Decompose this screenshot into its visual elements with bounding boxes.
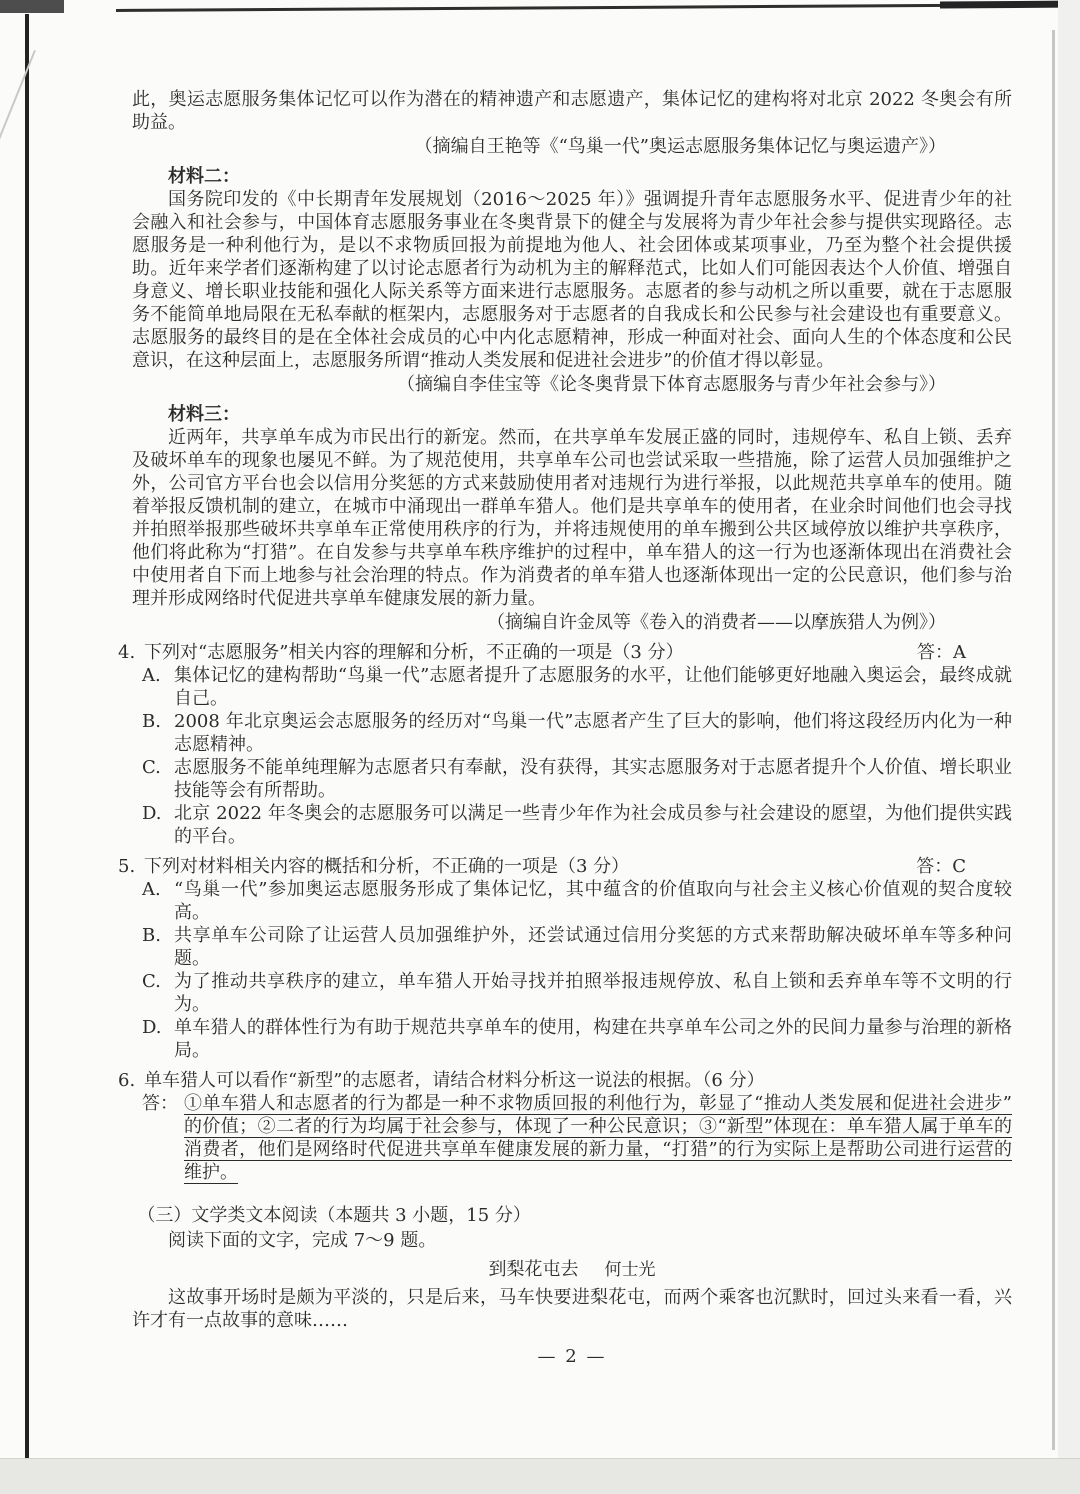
material-three-paragraph: 近两年，共享单车成为市民出行的新宠。然而，在共享单车发展正盛的同时，违规停车、私自上锁、丢弃及破坏单车的现象也屡见不鲜。为了规范使用，共享单车公司也尝试采取一些措施，除了运营人员加强维护之外，公司官方平台也会以信用分奖惩的方式来鼓励使用者对违规行为进行举报，以此规范共享单车的使用。随着举报反馈机制的建立，在城市中涌现出一群单车猎人。他们是共享单车的使用者，在业余时间他们也会寻找并拍照举报那些破坏共享单车正常使用秩序的行为，并将违规使用的单车搬到公共区域停放以维护共享秩序，他们将此称为“打猎”。在自发参与共享单车秩序维护的过程中，单车猎人的这一行为也逐渐体现出在消费社会中使用者自下而上地参与社会治理的特点。作为消费者的单车猎人也逐渐体现出一定的公民意识，他们参与治理并形成网络时代促进共享单车健康发展的新力量。 — [132, 427, 1012, 609]
page-number: — 2 — — [537, 1346, 607, 1367]
question-4-option-d — [142, 802, 1012, 848]
story-opening-paragraph: 这故事开场时是颇为平淡的，只是后来，马车快要进梨花屯，而两个乘客也沉默时，回过头来看一看，兴许才有一点故事的意味…… — [132, 1287, 1012, 1331]
question-4-stem-line — [118, 641, 1012, 664]
page-right-edge-line — [1052, 30, 1055, 1450]
binding-edge-line — [25, 14, 29, 1462]
question-5-option-c — [142, 970, 1012, 1016]
option-letter: A. — [142, 879, 161, 900]
question-4 — [118, 641, 1012, 848]
question-5-stem-line — [118, 855, 1012, 878]
option-text: 志愿服务不能单纯理解为志愿者只有奉献，没有获得，其实志愿服务对于志愿者提升个人价值、增长职业技能等会有所帮助。 — [174, 757, 1012, 801]
citation-material-one: （摘编自王艳等《“鸟巢一代”奥运志愿服务集体记忆与奥运遗产》） — [414, 136, 946, 157]
option-letter: C. — [142, 757, 161, 778]
page-bottom-shadow — [0, 1458, 1080, 1494]
story-author: 何士光 — [604, 1260, 656, 1280]
material-three-heading: 材料三： — [168, 404, 240, 425]
question-6-number: 6. — [118, 1070, 136, 1091]
option-text: 为了推动共享秩序的建立，单车猎人开始寻找并拍照举报违规停放、私自上锁和丢弃单车等不文明的行为。 — [174, 971, 1012, 1015]
question-4-option-b — [142, 710, 1012, 756]
option-letter: B. — [142, 925, 161, 946]
story-title: 到梨花屯去 — [488, 1259, 579, 1280]
page-right-edge-band — [1058, 0, 1080, 1460]
question-4-stem: 下列对“志愿服务”相关内容的理解和分析，不正确的一项是（3 分） — [144, 642, 684, 663]
question-5-stem: 下列对材料相关内容的概括和分析，不正确的一项是（3 分） — [144, 856, 630, 877]
story-title-line — [132, 1258, 1012, 1282]
option-letter: B. — [142, 711, 161, 732]
option-letter: C. — [142, 971, 161, 992]
citation-material-two: （摘编自李佳宝等《论冬奥背景下体育志愿服务与青少年社会参与》） — [397, 374, 946, 395]
option-text: “鸟巢一代”参加奥运志愿服务形成了集体记忆，其中蕴含的价值取向与社会主义核心价值观的契合度较高。 — [174, 879, 1012, 923]
option-text: 单车猎人的群体性行为有助于规范共享单车的使用，构建在共享单车公司之外的民间力量参与治理的新格局。 — [174, 1017, 1012, 1061]
question-4-option-c — [142, 756, 1012, 802]
option-text: 北京 2022 年冬奥会的志愿服务可以满足一些青少年作为社会成员参与社会建设的愿望，为他们提供实践的平台。 — [174, 803, 1012, 847]
citation-material-three: （摘编自许金凤等《卷入的消费者——以摩族猎人为例》） — [487, 612, 946, 633]
question-4-option-a — [142, 664, 1012, 710]
reading-instruction: 阅读下面的文字，完成 7～9 题。 — [168, 1230, 437, 1251]
paragraph-intro-continuation: 此，奥运志愿服务集体记忆可以作为潜在的精神遗产和志愿遗产，集体记忆的建构将对北京 2022 冬奥会有所助益。 — [132, 89, 1012, 133]
question-6 — [118, 1069, 1012, 1184]
question-5-answer: 答：C — [916, 856, 966, 877]
scan-diagonal-crease — [0, 50, 36, 199]
option-text: 集体记忆的建构帮助“鸟巢一代”志愿者提升了志愿服务的水平，让他们能够更好地融入奥运会，最终成就自己。 — [174, 665, 1012, 709]
material-two-paragraph: 国务院印发的《中长期青年发展规划（2016～2025 年）》强调提升青年志愿服务水平、促进青少年的社会融入和社会参与，中国体育志愿服务事业在冬奥背景下的健全与发展将为青少年社会参与提供实现路径。志愿服务是一种利他行为，是以不求物质回报为前提地为他人、社会团体或某项事业，乃至为整个社会提供援助。近年来学者们逐渐构建了以讨论志愿者行为动机为主的解释范式，比如人们可能因表达个人价值、增强自身意义、增长职业技能和强化人际关系等方面来进行志愿服务。志愿者的参与动机之所以重要，就在于志愿服务不能简单地局限在无私奉献的框架内，志愿服务对于志愿者的自我成长和公民参与社会建设也有重要意义。志愿服务的最终目的是在全体社会成员的心中内化志愿精神，形成一种面对社会、面向人生的个体态度和公民意识，在这种层面上，志愿服务所谓“推动人类发展和促进社会进步”的价值才得以彰显。 — [132, 189, 1012, 371]
question-5-option-b — [142, 924, 1012, 970]
option-letter: D. — [142, 803, 162, 824]
option-letter: A. — [142, 665, 161, 686]
option-text: 共享单车公司除了让运营人员加强维护外，还尝试通过信用分奖惩的方式来帮助解决破坏单车等多种问题。 — [174, 925, 1012, 969]
answer-prefix: 答： — [142, 1093, 178, 1114]
exam-text-block — [118, 0, 1012, 1368]
question-4-number: 4. — [118, 642, 136, 663]
question-6-answer — [142, 1092, 1012, 1184]
scan-corner-mark — [0, 0, 64, 13]
question-4-answer: 答：A — [917, 642, 966, 663]
question-6-stem-line — [118, 1069, 1012, 1092]
question-5-option-d — [142, 1016, 1012, 1062]
question-5 — [118, 855, 1012, 1062]
question-6-stem: 单车猎人可以看作“新型”的志愿者，请结合材料分析这一说法的根据。（6 分） — [144, 1070, 765, 1091]
option-text: 2008 年北京奥运会志愿服务的经历对“鸟巢一代”志愿者产生了巨大的影响，他们将这段经历内化为一种志愿精神。 — [174, 711, 1012, 755]
answer-underlined-text: ①单车猎人和志愿者的行为都是一种不求物质回报的利他行为，彰显了“推动人类发展和促进社会进步”的价值；②二者的行为均属于社会参与，体现了一种公民意识；③“新型”体现在：单车猎人属于单车的消费者，他们是网络时代促进共享单车健康发展的新力量，“打猎”的行为实际上是帮助公司进行运营的维护。 — [184, 1093, 1012, 1183]
material-two-heading: 材料二： — [168, 166, 240, 187]
option-letter: D. — [142, 1017, 162, 1038]
section-three-heading: （三）文学类文本阅读（本题共 3 小题，15 分） — [137, 1205, 531, 1226]
question-5-number: 5. — [118, 856, 136, 877]
question-5-option-a — [142, 878, 1012, 924]
